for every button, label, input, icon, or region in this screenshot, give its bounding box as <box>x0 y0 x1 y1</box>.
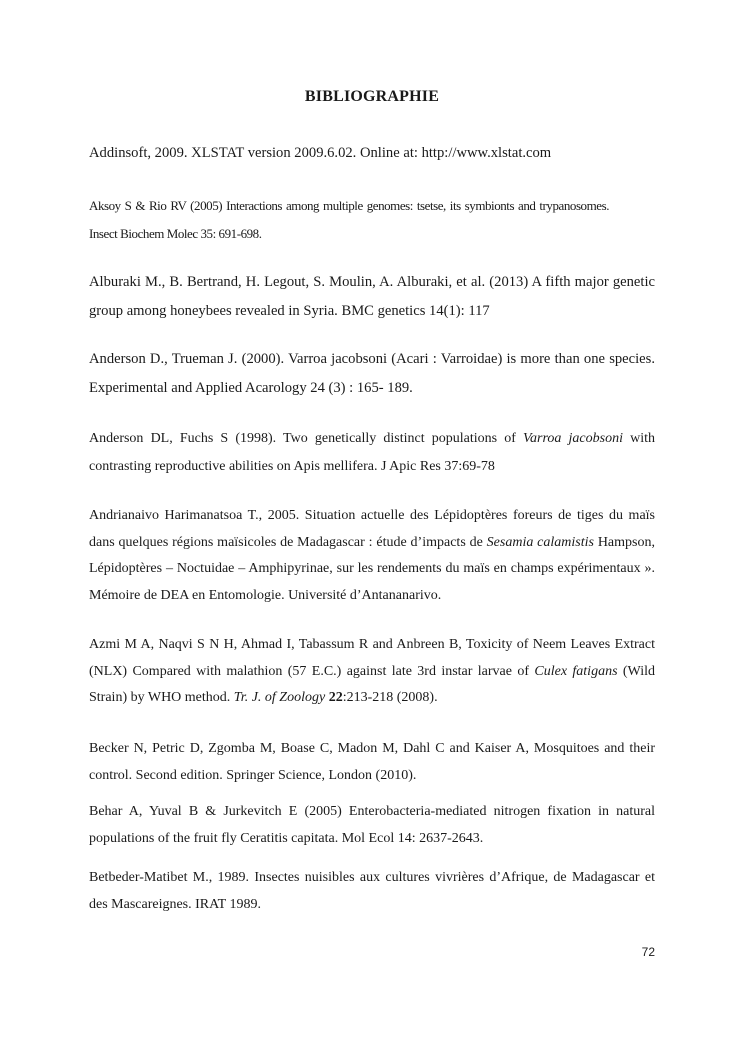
species-name: Culex fatigans <box>534 663 618 679</box>
reference-addinsoft <box>89 139 655 168</box>
reference-text: Hampson, Lépidoptères – Noctuidae – Amphipyrinae, sur les rendements du maïs en champs expérimentaux ». Mémoire de DEA en Entomologie. Université d’Antananarivo. <box>89 534 655 603</box>
reference-text: Azmi M A, Naqvi S N H, Ahmad I, Tabassum R and Anbreen B, Toxicity of Neem Leaves Extract (NLX) Compared with malathion (57 E.C.) against late 3rd instar larvae of <box>89 637 655 679</box>
reference-text: with contrasting reproductive abilities on Apis mellifera. J Apic Res 37:69-78 <box>89 431 656 474</box>
reference-text: Becker N, Petric D, Zgomba M, Boase C, Madon M, Dahl C and Kaiser A, Mosquitoes and their control. Second edition. Springer Science, London (2010). <box>89 741 655 783</box>
reference-anderson-fuchs <box>89 425 655 481</box>
species-name: Sesamia calamistis <box>486 534 594 550</box>
reference-behar <box>89 798 655 852</box>
reference-becker <box>89 735 655 789</box>
reference-alburaki <box>89 268 655 326</box>
journal-name: Tr. J. of Zoology <box>233 690 326 705</box>
reference-text: Anderson DL, Fuchs S (1998). Two genetically distinct populations of <box>89 431 524 446</box>
reference-text: Betbeder-Matibet M., 1989. Insectes nuisibles aux cultures vivrières d’Afrique, de Madagascar et des Mascareignes. IRAT 1989. <box>89 870 655 912</box>
reference-text: Addinsoft, 2009. XLSTAT version 2009.6.02. Online at: http://www.xlstat.com <box>89 145 552 161</box>
reference-text: Andrianaivo Harimanatsoa T., 2005. Situation actuelle des Lépidoptères foreurs de tiges du maïs dans quelques régions maïsicoles de Madagascar : étude d’impacts de <box>89 508 655 550</box>
reference-andrianaivo <box>89 503 655 609</box>
reference-text: Alburaki M., B. Bertrand, H. Legout, S. Moulin, A. Alburaki, et al. (2013) A fifth major genetic group among honeybees revealed in Syria. BMC genetics 14(1): 117 <box>89 274 655 319</box>
reference-anderson-trueman <box>89 345 655 403</box>
volume-number: 22 <box>328 690 343 705</box>
page-title: BIBLIOGRAPHIE <box>304 88 440 105</box>
reference-aksoy <box>89 192 609 248</box>
reference-text: Aksoy S & Rio RV (2005) Interactions among multiple genomes: tsetse, its symbionts and trypanosomes. Insect Biochem Molec 35: 691-698. <box>89 198 609 241</box>
page-number: 72 <box>641 945 655 959</box>
reference-text: (Wild Strain) by WHO method. <box>89 663 655 705</box>
reference-text: :213-218 (2008). <box>342 690 438 705</box>
reference-text: Anderson D., Trueman J. (2000). Varroa jacobsoni (Acari : Varroidae) is more than one species. Experimental and Applied Acarology 24 (3) : 165- 189. <box>89 351 655 396</box>
reference-azmi <box>89 632 655 712</box>
reference-betbeder <box>89 864 655 918</box>
species-name: Varroa jacobsoni <box>523 431 623 446</box>
reference-text: Behar A, Yuval B & Jurkevitch E (2005) Enterobacteria-mediated nitrogen fixation in natural populations of the fruit fly Ceratitis capitata. Mol Ecol 14: 2637-2643. <box>89 804 655 846</box>
